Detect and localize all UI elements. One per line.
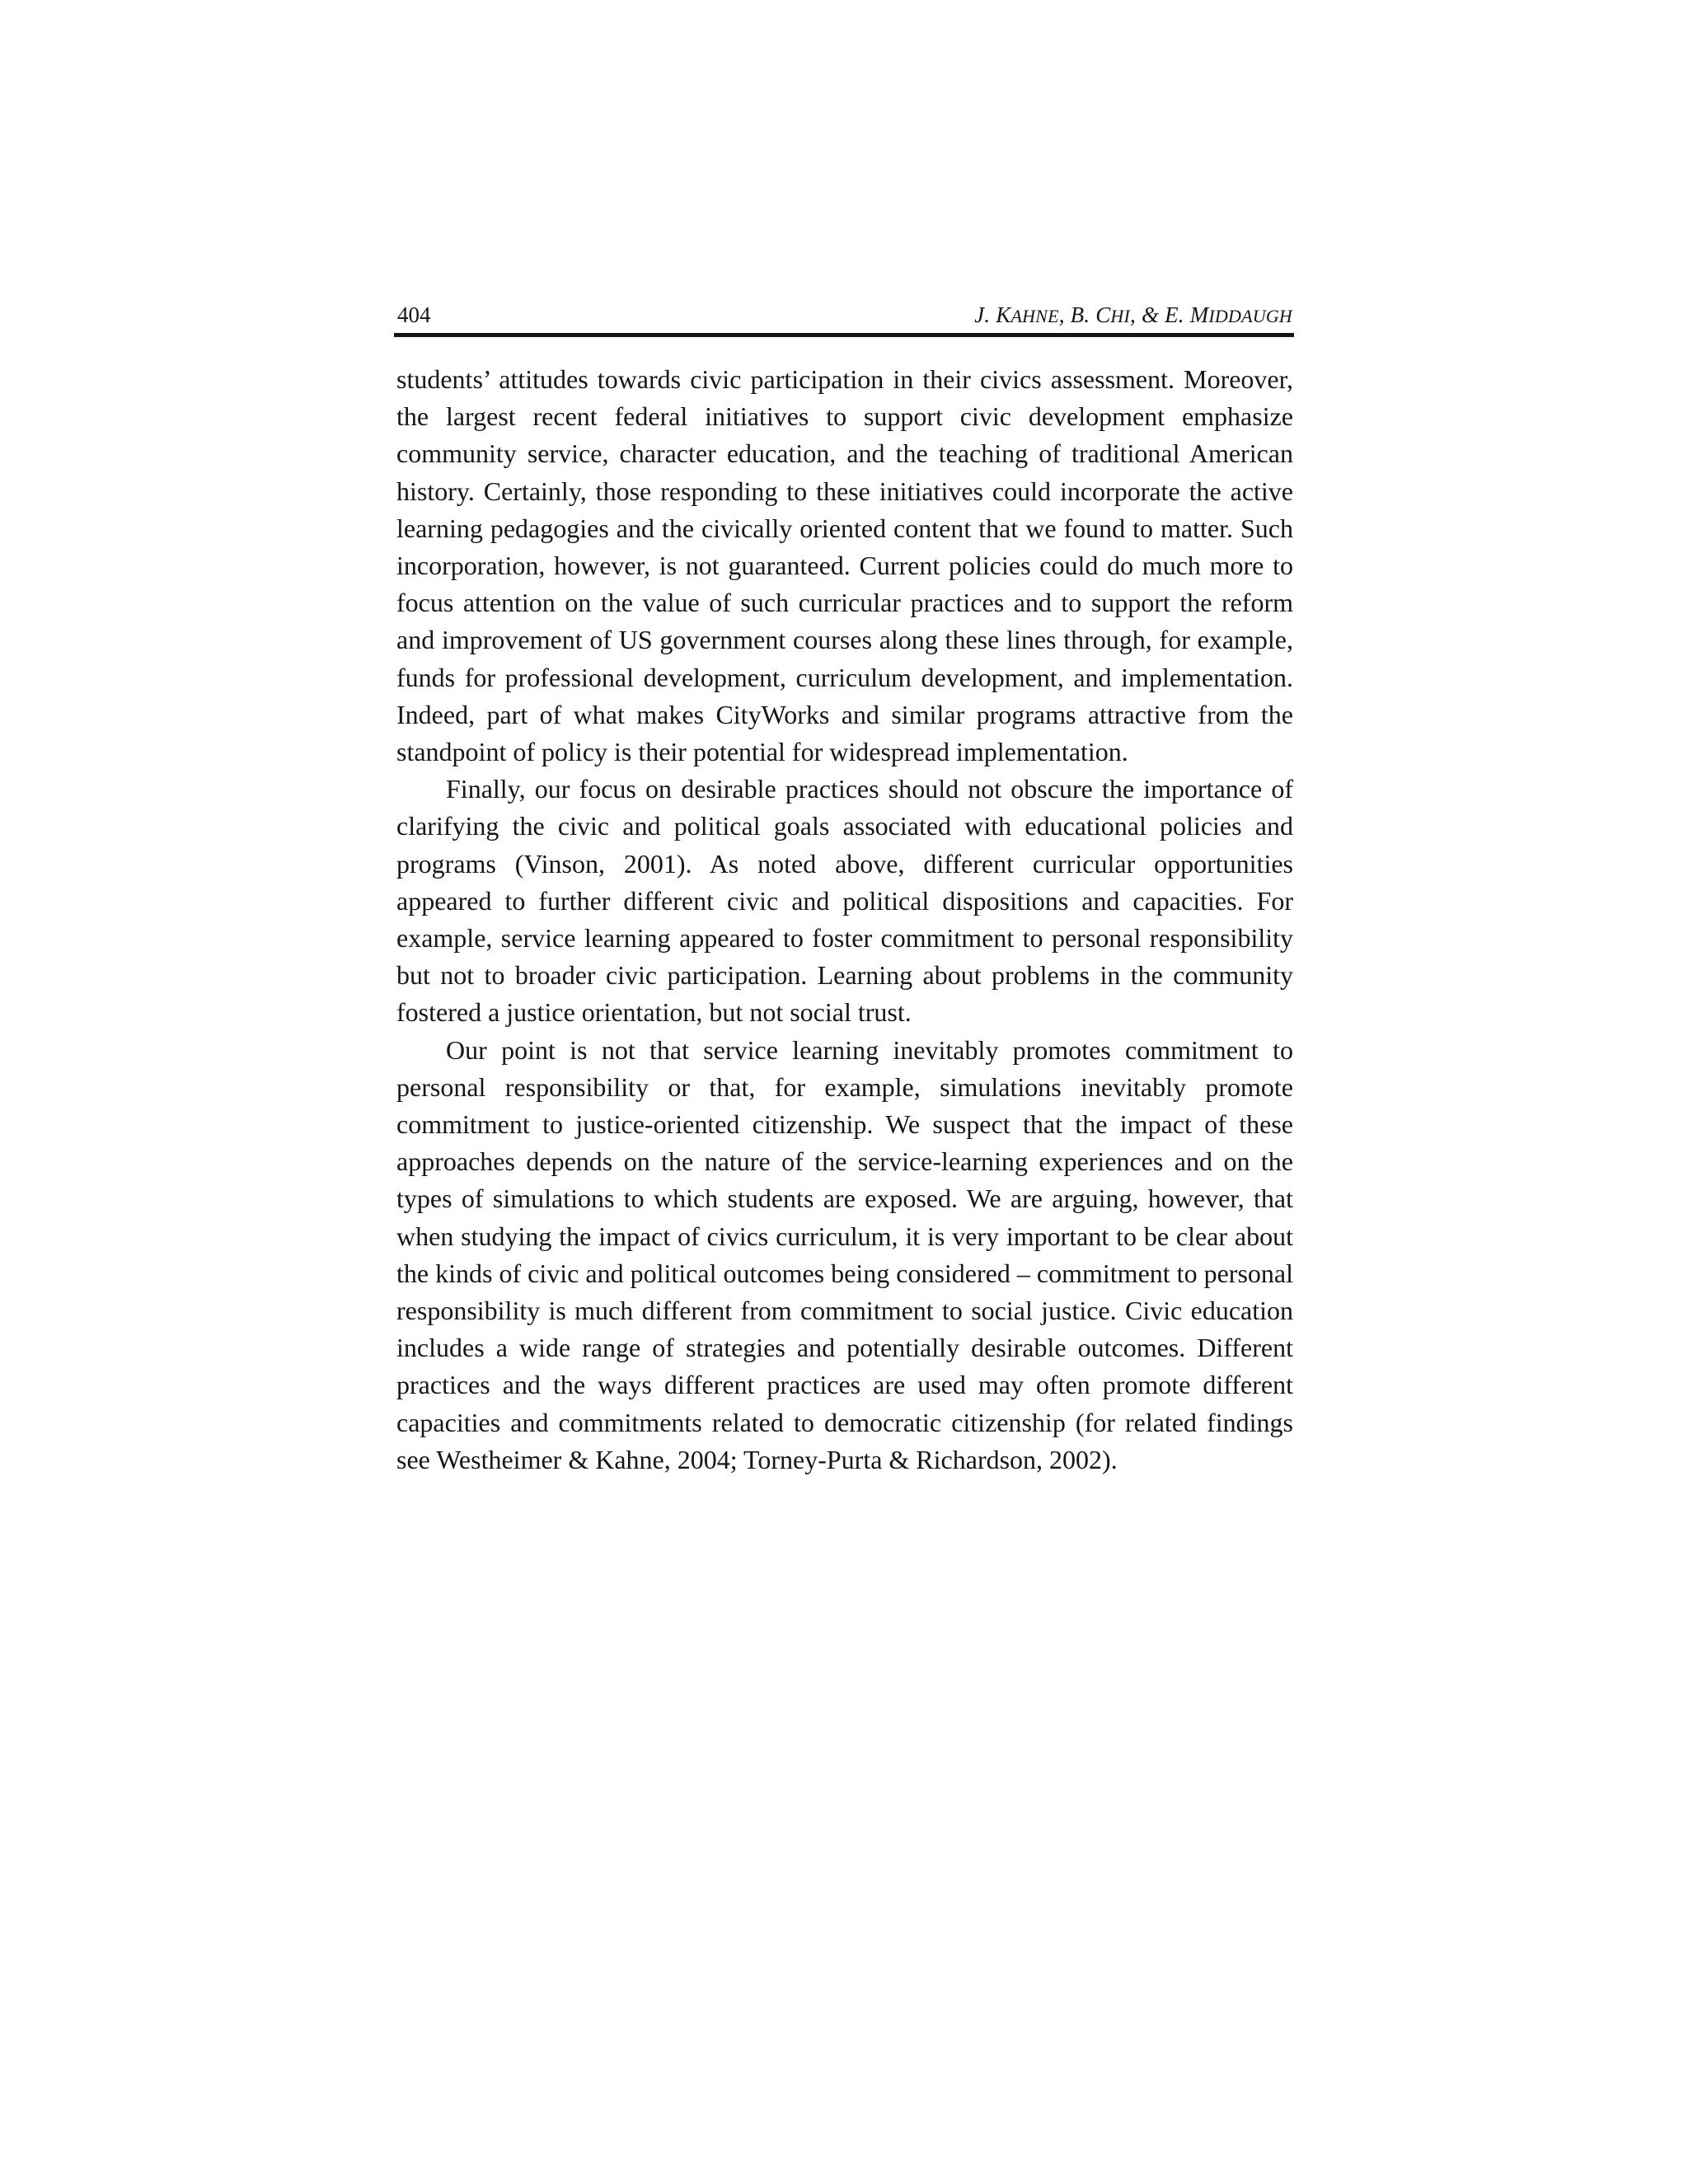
journal-page — [394, 0, 1294, 2184]
header-rule — [394, 333, 1294, 337]
running-head-authors — [974, 298, 1292, 333]
page-number: 404 — [397, 302, 431, 327]
authors-smallcaps-2: HI — [1110, 306, 1131, 326]
paragraph-continued: students’ attitudes towards civic participation in their civics assessment. Moreover, the largest recent federal initiatives to support civic development emphasize community service, character education, and the teaching of traditional American history. Certainly, those responding to these initiatives could incorporate the active learning pedagogies and the civically oriented content that we found to matter. Such incorporation, however, is not guaranteed. Current policies could do much more to focus attention on the value of such curricular practices and to support the reform and improvement of US government courses along these lines through, for example, funds for professional development, curriculum development, and implementation. Indeed, part of what makes CityWorks and similar programs attractive from the standpoint of policy is their potential for widespread implementation. — [396, 364, 1293, 767]
authors-text-3: , & E. M — [1130, 302, 1209, 327]
authors-text-1: J. K — [974, 302, 1011, 327]
authors-text-2: , B. C — [1058, 302, 1111, 327]
authors-smallcaps-3: IDDAUGH — [1208, 306, 1292, 326]
running-head — [394, 298, 1294, 331]
paragraph-our-point: Our point is not that service learning inevitably promotes commitment to personal responsibility or that, for example, simulations inevitably promote commitment to justice-oriented citizenship. We suspect that the impact of these approaches depends on the nature of the service-learning experiences and on the types of simulations to which students are exposed. We are arguing, however, that when studying the impact of civics curriculum, it is very important to be clear about the kinds of civic and political outcomes being considered – commitment to personal responsibility is much different from commitment to social justice. Civic education includes a wide range of strategies and potentially desirable outcomes. Different practices and the ways different practices are used may often promote different capacities and commitments related to democratic citizenship (for related findings see Westheimer & Kahne, 2004; Torney-Purta & Richardson, 2002). — [396, 1034, 1293, 1474]
paragraph-finally: Finally, our focus on desirable practices should not obscure the importance of clarifying the civic and political goals associated with educational policies and programs (Vinson, 2001). As noted above, different curricular opportunities appeared to further different civic and political dispositions and capacities. For example, service learning appeared to foster commitment to personal responsibility but not to broader civic participation. Learning about problems in the community fostered a justice orientation, but not social trust. — [396, 774, 1293, 1028]
body-text — [396, 361, 1293, 1479]
authors-smallcaps-1: AHNE — [1010, 306, 1059, 326]
